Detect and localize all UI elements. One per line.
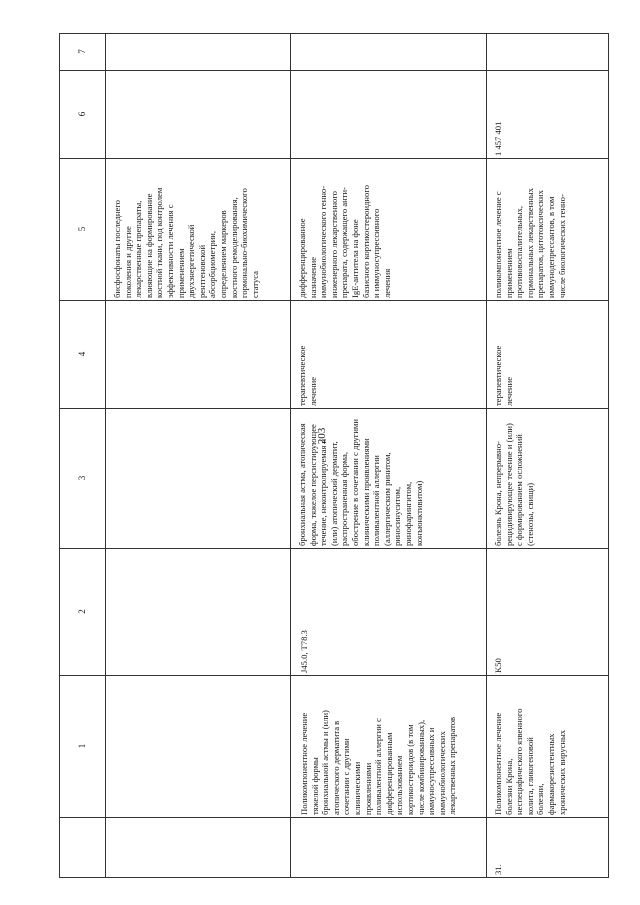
- treatment-cell: терапевтическое лечение: [297, 345, 318, 406]
- method-cell: дифференцированное назначение иммунобиологического генно- инженерного лекарственного препарата, содержащего анти- IgE-антитела на фоне базисного кортикостероидного и иммуносупрессивного лечения: [297, 185, 392, 298]
- code-cell: J45.0, T78.3: [299, 630, 309, 673]
- column-header-2: 2: [77, 609, 87, 614]
- model-cell: болезнь Крона, непрерывно- рецидивирующее течение и (или) с формированием осложнений (стенозы, свищи): [493, 423, 535, 546]
- method-cell: поликомпонентное лечение с применением противовоспалительных, гормональных лекарственных препаратов, цитотоксических иммунодепрессантов, в том числе биологических генно-: [493, 188, 567, 298]
- column-header-1: 1: [77, 743, 87, 749]
- model-cell: бронхиальная астма, атопическая форма, тяжелое персистирующее течение, неконтролируемая и (или) атопический дерматит, распространенная форма, обострение в сочетании с другими клиническими проявлениями поливалентной аллергии (аллергическим ринитом, риносинуситом, ринофарингитом, конъюнктивитом): [297, 419, 424, 546]
- code-cell: K50: [493, 658, 503, 673]
- page-number-text: 203: [316, 427, 328, 445]
- column-header-5: 5: [77, 226, 87, 232]
- row-number-cell: 31.: [493, 864, 503, 875]
- column-header-3: 3: [77, 475, 87, 481]
- method-cell: бисфосфонаты последнего поколения и другие лекарственные препараты, влияющие на формирование костной ткани, под контролем эффективности лечения с применением двухэнергетической рентгеновской абсорбциометрии, определением маркеров костного ремоделирования, гормонально-биохимического статуса: [112, 187, 260, 298]
- cost-cell: 1 457 401: [493, 121, 503, 156]
- treatment-cell: терапевтическое лечение: [493, 345, 514, 406]
- column-header-7: 7: [77, 49, 87, 54]
- column-header-4: 4: [77, 351, 87, 357]
- name-cell: Поликомпонентное лечение тяжелой формы бронхиальной астмы и (или) атопического дерматита в сочетании с другими клиническими проявлениями поливалентной аллергии с дифференцированным использованием кортикостероидов (в том числе комбинированных), иммуносупрессивных и иммунобиологических лекарственных препаратов: [299, 710, 458, 815]
- column-header-6: 6: [77, 111, 87, 117]
- name-cell: Поликомпонентное лечение болезни Крона, неспецифического язвенного колита, гликогеновой болезни, фармакорезистентных хронических вирусных: [493, 708, 567, 815]
